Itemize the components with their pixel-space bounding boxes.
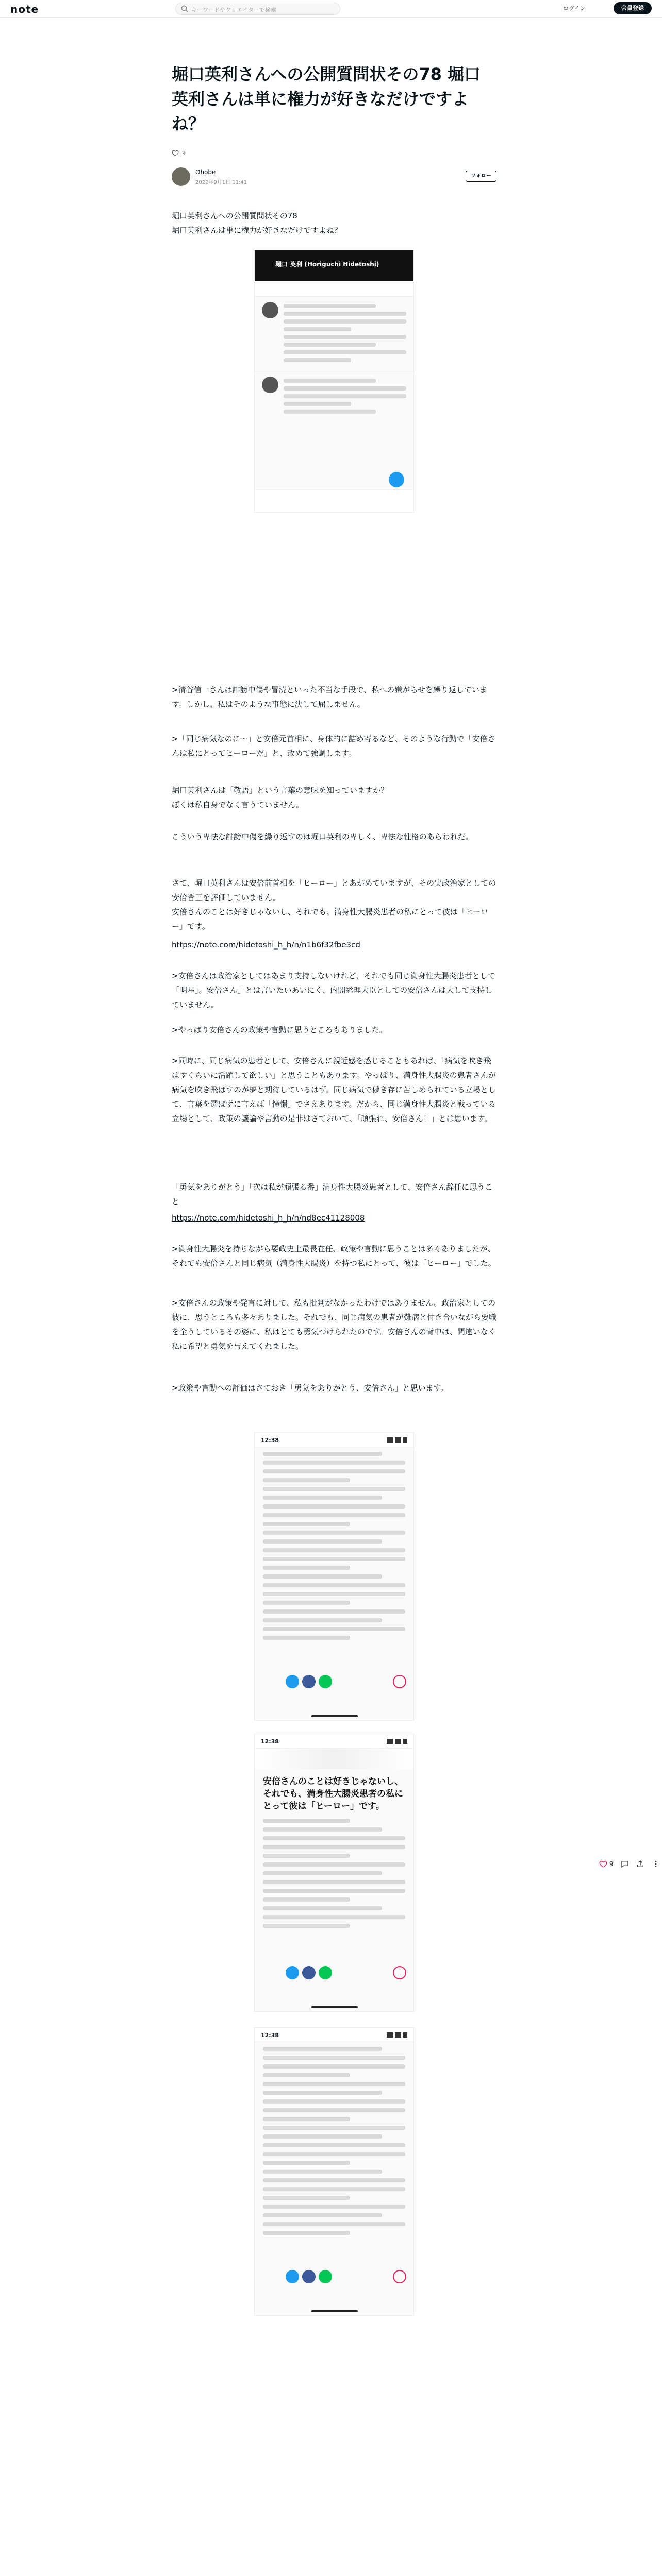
- signup-button[interactable]: 会員登録: [614, 2, 652, 14]
- status-time: 12:38: [261, 1437, 279, 1444]
- screenshot-headline: 安倍さんのことは好きじゃないし、それでも、満身性大腸炎患者の私にとって彼は「ヒーロー」です。: [263, 1776, 403, 1811]
- compose-fab: [389, 472, 404, 487]
- article-title: 堀口英利さんへの公開質問状その78 堀口英利さんは単に権力が好きなだけですよね？: [172, 64, 481, 133]
- heart-icon: [172, 149, 179, 157]
- profile-header: [255, 250, 413, 281]
- tweet: [255, 297, 413, 371]
- share-icon[interactable]: [636, 1860, 644, 1868]
- author-name[interactable]: Ohobe: [195, 168, 216, 176]
- article: [172, 62, 497, 2039]
- search-icon: [181, 5, 188, 12]
- tab-bar: [255, 489, 414, 512]
- floating-like-count: 9: [609, 1860, 614, 1868]
- paragraph: >「同じ病気なのに〜」と安倍元首相に、身体的に詰め寄るなど、そのような行動で「安倍さんは私にとってヒーローだ」と、改めて強調します。: [172, 734, 495, 758]
- search-placeholder: キーワードやクリエイターで検索: [191, 7, 276, 13]
- paragraph: こういう卑怯な誹謗中傷を繰り返すのは堀口英利の卑しく、卑怯な性格のあらわれだ。: [172, 832, 473, 841]
- paragraph: >安倍さんの政策や発言に対して、私も批判がなかったわけではありません。政治家としての彼に、思うところも多々ありました。それでも、同じ病気の患者が難病と付き合いながら要職を全うしているその姿に、私はとても勇気づけられたのです。安倍さんの背中は、間違いなく私に希望と勇気を与えてくれました。: [172, 1298, 497, 1351]
- paragraph: >政策や言動への評価はさておき「勇気をありがとう、安倍さん」と思います。: [172, 1383, 449, 1393]
- paragraph: >安倍さんは政治家としてはあまり支持しないけれど、それでも同じ満身性大腸炎患者として「明星」。安倍さん」とは言いたいあいにく、内閣総理大臣としての安倍さんは大して支持していません。: [172, 971, 495, 1009]
- article-screenshot: [254, 2027, 414, 2316]
- like-icon: [393, 1966, 406, 1979]
- floating-like[interactable]: [599, 1860, 614, 1868]
- like-icon: [393, 1675, 406, 1688]
- top-header: [0, 0, 662, 18]
- paragraph: 堀口英利さんへの公開質問状その78 堀口英利さんは単に権力が好きなだけですよね？: [172, 211, 342, 235]
- profile-name: 堀口 英利 (Horiguchi Hidetoshi): [275, 261, 379, 268]
- paragraph: >やっぱり安倍さんの政策や言動に思うところもありました。: [172, 1025, 387, 1035]
- article-screenshot: [254, 1432, 414, 1721]
- avatar[interactable]: [172, 167, 190, 186]
- paragraph: 堀口英利さんは「敬語」という言葉の意味を知っていますか？ ぼくは私自身でなく言うていません。: [172, 786, 389, 809]
- paragraph: >同時に、同じ病気の患者として、安倍さんに親近感を感じることもあれば、「病気を吹き飛ばすくらいに活躍して欲しい」と思うこともあります。やっぱり、満身性大腸炎の患者さんが病気を吹き飛ばすのが夢と期待しているはず。同じ病気で儚き存に苦しめられている立場として、言葉を選ばずに言えば「憧憬」でさえあります。だから、同じ満身性大腸炎と戦っている立場として、政策の議論や言動の是非はさておいて、「頑張れ、安倍さん！」とは思います。: [172, 1056, 496, 1123]
- paragraph: >清谷信一さんは誹謗中傷や冒涜といった不当な手段で、私への嫌がらせを繰り返しています。しかし、私はそのような事態に決して屈しません。: [172, 685, 487, 709]
- article-screenshot: [254, 1734, 414, 2012]
- status-time: 12:38: [261, 2032, 279, 2039]
- tweet-screenshot: [254, 250, 414, 513]
- floating-actions: [599, 1860, 660, 1868]
- search-bar[interactable]: [175, 3, 340, 15]
- publish-date: 2022年9月1日 11:41: [195, 180, 247, 185]
- login-link[interactable]: ログイン: [563, 5, 586, 12]
- follow-button[interactable]: フォロー: [466, 171, 496, 182]
- tweet-avatar: [262, 377, 278, 393]
- author-block: [172, 167, 496, 188]
- heart-icon: [599, 1860, 607, 1868]
- article-link[interactable]: https://note.com/hidetoshi_h_h/n/n1b6f32fbe3cd: [172, 940, 360, 950]
- paragraph: 「勇気をありがとう」「次は私が頑張る番」満身性大腸炎患者として、安倍さん辞任に思うこと: [172, 1182, 493, 1206]
- profile-tabs: [255, 281, 413, 297]
- comment-icon[interactable]: [621, 1860, 629, 1868]
- tweet: [255, 371, 413, 422]
- tweet-avatar: [262, 302, 278, 318]
- article-link[interactable]: https://note.com/hidetoshi_h_h/n/nd8ec41128008: [172, 1213, 365, 1223]
- like-count: 9: [182, 149, 186, 157]
- note-logo[interactable]: note: [10, 3, 39, 15]
- status-time: 12:38: [261, 1738, 279, 1745]
- more-icon[interactable]: [652, 1860, 660, 1868]
- paragraph: >満身性大腸炎を持ちながら要政史上最長在任、政策や言動に思うことは多々ありましたが、それでも安倍さんと同じ病気（満身性大腸炎）を持つ私にとって、彼は「ヒーロー」でした。: [172, 1244, 496, 1268]
- like-counter[interactable]: [172, 149, 186, 157]
- like-icon: [393, 2270, 406, 2283]
- paragraph: さて、堀口英利さんは安倍前首相を「ヒーロー」とあがめていますが、その実政治家としての安倍晋三を評価していません。 安倍さんのことは好きじゃないし、それでも、満身性大腸炎患者の私にとって彼は「ヒーロー」です。: [172, 878, 496, 931]
